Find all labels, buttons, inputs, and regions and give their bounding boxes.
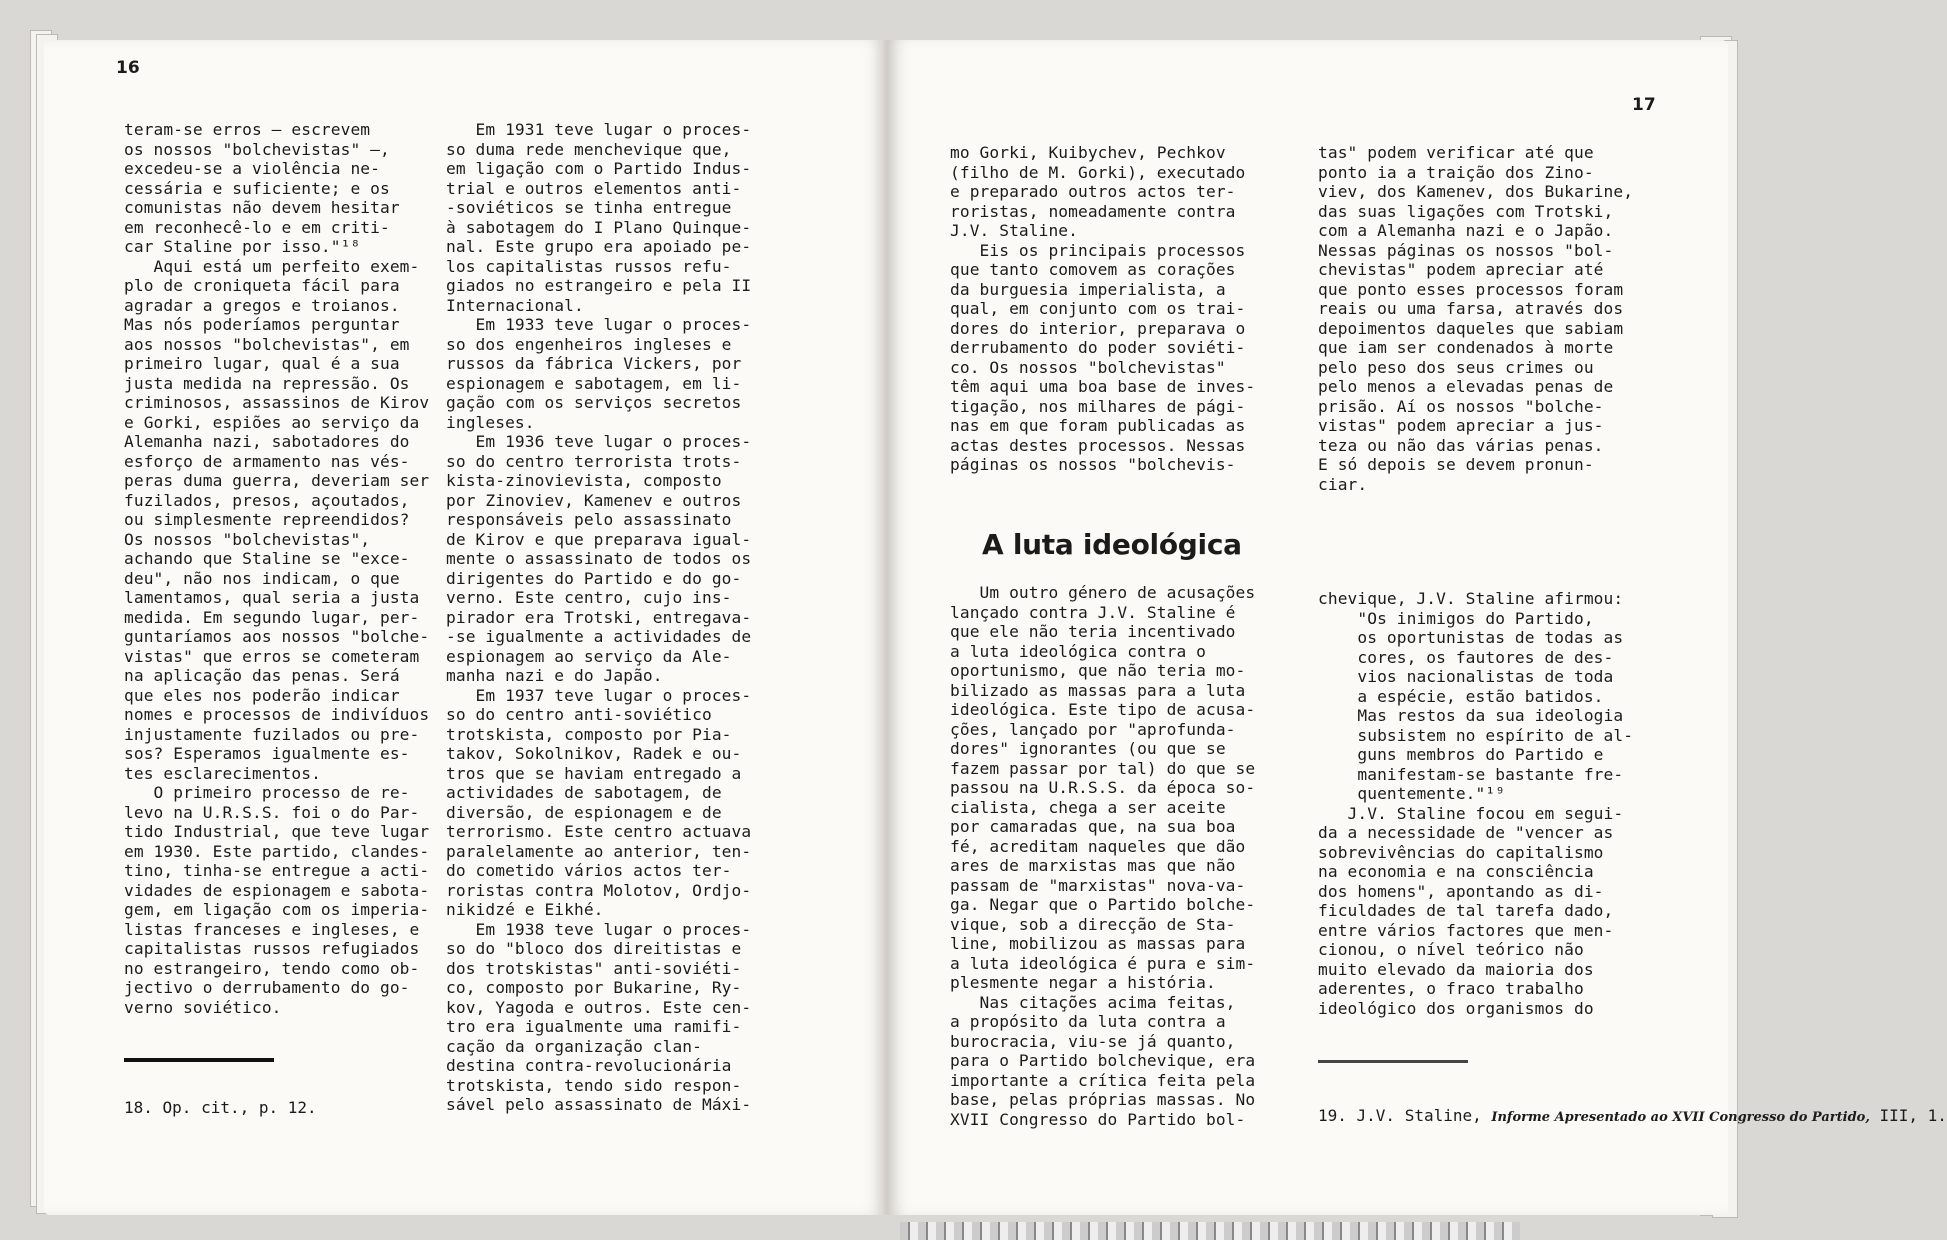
text-line: takov, Sokolnikov, Radek e ou- — [446, 744, 742, 763]
text-line: roristas, nomeadamente contra — [950, 201, 1236, 221]
text-line: excedeu-se a violência ne- — [124, 159, 380, 178]
text-line: da burguesia imperialista, a — [950, 279, 1226, 299]
text-line: Eis os principais processos — [950, 240, 1246, 260]
text-line: importante a crítica feita pela — [950, 1070, 1256, 1090]
left-column-2 — [446, 120, 751, 1115]
text-line: tino, tinha-se entregue a acti- — [124, 861, 430, 880]
scan-ruler — [900, 1222, 1520, 1240]
text-line: J.V. Staline. — [950, 221, 1078, 240]
text-line: plesmente negar a história. — [950, 973, 1216, 992]
text-line: medida. Em segundo lugar, per- — [124, 607, 420, 627]
text-line: teram-se erros — escrevem — [124, 120, 371, 139]
text-line: pirador era Trotski, entregava- — [446, 607, 752, 627]
text-line: vidades de espionagem e sabota- — [124, 880, 430, 900]
text-line: esforço de armamento nas vés- — [124, 451, 410, 471]
text-line: cialista, chega a ser aceite — [950, 797, 1226, 817]
page-number: 17 — [1632, 95, 1656, 115]
text-line: so do "bloco dos direitistas e — [446, 939, 742, 958]
text-line: actas destes processos. Nessas — [950, 435, 1246, 455]
text-line: levo na U.R.S.S. foi o do Par- — [124, 802, 420, 822]
text-line: dos homens", apontando as di- — [1318, 881, 1604, 901]
text-line: subsistem no espírito de al- — [1318, 725, 1634, 745]
text-line: achando que Staline se "exce- — [124, 549, 410, 568]
text-line: ideológica. Este tipo de acusa- — [950, 700, 1256, 719]
text-line: à sabotagem do I Plano Quinque- — [446, 217, 752, 237]
text-line: burocracia, viu-se já quanto, — [950, 1031, 1236, 1051]
text-line: fazem passar por tal) do que se — [950, 758, 1256, 778]
text-line: fuzilados, presos, açoutados, — [124, 490, 410, 510]
text-line: oportunismo, que não teria mo- — [950, 661, 1246, 680]
text-line: vios nacionalistas de toda — [1318, 667, 1614, 686]
text-line: so do centro terrorista trots- — [446, 451, 742, 471]
text-line: mo Gorki, Kuibychev, Pechkov — [950, 143, 1226, 162]
text-line: passam de "marxistas" nova-va- — [950, 875, 1246, 895]
text-line: que iam ser condenados à morte — [1318, 338, 1614, 357]
text-line: teza ou não das várias penas. — [1318, 435, 1604, 455]
text-line: J.V. Staline focou em segui- — [1318, 803, 1624, 823]
text-line: têm aqui uma boa base de inves- — [950, 377, 1256, 396]
text-line: Internacional. — [446, 295, 584, 315]
text-line: páginas os nossos "bolchevis- — [950, 455, 1236, 474]
text-line: tro era igualmente uma ramifi- — [446, 1017, 742, 1036]
text-line: "Os inimigos do Partido, — [1318, 608, 1594, 628]
footnote-19: 19. J.V. Staline, Informe Apresentado ao XVII Congresso do Partido, III, 1. — [1318, 1106, 1947, 1125]
text-line: O primeiro processo de re- — [124, 783, 410, 802]
text-line: aderentes, o fraco trabalho — [1318, 979, 1584, 998]
text-line: giados no estrangeiro e pela II — [446, 276, 752, 295]
text-line: terrorismo. Este centro actuava — [446, 822, 752, 841]
text-line: co, composto por Bukarine, Ry- — [446, 978, 742, 997]
text-line: paralelamente ao anterior, ten- — [446, 841, 752, 861]
text-line: dores do interior, preparava o — [950, 318, 1246, 338]
text-line: reais ou uma farsa, através dos — [1318, 299, 1624, 318]
text-line: Em 1931 teve lugar o proces- — [446, 120, 752, 139]
text-line: guntaríamos aos nossos "bolche- — [124, 627, 430, 646]
text-line: da a necessidade de "vencer as — [1318, 823, 1614, 842]
text-line: a luta ideológica é pura e sim- — [950, 953, 1256, 973]
text-line: Em 1937 teve lugar o proces- — [446, 685, 752, 705]
text-line: verno. Este centro, cujo ins- — [446, 588, 732, 607]
text-line: -se igualmente a actividades de — [446, 627, 752, 646]
text-line: cionou, o nível teórico não — [1318, 940, 1584, 959]
text-line: deu", não nos indicam, o que — [124, 568, 400, 588]
text-line: vistas" que erros se cometeram — [124, 646, 420, 666]
text-line: em 1930. Este partido, clandes- — [124, 841, 430, 861]
text-line: ingleses. — [446, 412, 535, 432]
text-line: bilizado as massas para a luta — [950, 680, 1246, 700]
text-line: Nas citações acima feitas, — [950, 992, 1236, 1012]
text-line: por camaradas que, na sua boa — [950, 817, 1236, 836]
text-line: Mas restos da sua ideologia — [1318, 706, 1624, 725]
text-line: verno soviético. — [124, 997, 282, 1017]
text-line: dos trotskistas" anti-soviéti- — [446, 958, 742, 978]
text-line: so duma rede menchevique que, — [446, 139, 732, 159]
right-column-2-bottom — [1318, 589, 1633, 1018]
text-line: que ponto esses processos foram — [1318, 279, 1624, 299]
text-line: ga. Negar que o Partido bolche- — [950, 895, 1256, 914]
text-line: em ligação com o Partido Indus- — [446, 159, 752, 178]
text-line: nomes e processos de indivíduos — [124, 705, 430, 724]
text-line: base, pelas próprias massas. No — [950, 1090, 1256, 1109]
right-column-1-top — [950, 143, 1255, 475]
text-line: espionagem ao serviço da Ale- — [446, 646, 732, 666]
text-line: listas franceses e ingleses, e — [124, 919, 420, 939]
text-line: ficuldades de tal tarefa dado, — [1318, 901, 1614, 920]
text-line: a luta ideológica contra o — [950, 641, 1206, 661]
text-line: chevistas" podem apreciar até — [1318, 260, 1604, 279]
footnote-rule — [1318, 1060, 1468, 1063]
text-line: trial e outros elementos anti- — [446, 178, 742, 198]
text-line: os oportunistas de todas as — [1318, 628, 1624, 647]
text-line: comunistas não devem hesitar — [124, 198, 400, 217]
text-line: sável pelo assassinato de Máxi- — [446, 1095, 752, 1114]
text-line: ções, lançado por "aprofunda- — [950, 719, 1236, 739]
text-line: das suas ligações com Trotski, — [1318, 201, 1614, 221]
text-line: line, mobilizou as massas para — [950, 934, 1246, 953]
text-line: Em 1936 teve lugar o proces- — [446, 432, 752, 451]
text-line: russos da fábrica Vickers, por — [446, 354, 742, 373]
text-line: sos? Esperamos igualmente es- — [124, 744, 410, 763]
text-line: para o Partido bolchevique, era — [950, 1051, 1256, 1070]
text-line: com a Alemanha nazi e o Japão. — [1318, 221, 1614, 240]
text-line: trotskista, composto por Pia- — [446, 724, 732, 744]
text-line: los capitalistas russos refu- — [446, 256, 732, 276]
text-line: a espécie, estão batidos. — [1318, 686, 1604, 706]
section-heading: A luta ideológica — [982, 528, 1242, 561]
text-line: car Staline por isso."¹⁸ — [124, 237, 361, 256]
text-line: espionagem e sabotagem, em li- — [446, 373, 742, 393]
left-column-1 — [124, 120, 429, 1017]
text-line: (filho de M. Gorki), executado — [950, 162, 1246, 182]
text-line: Em 1938 teve lugar o proces- — [446, 919, 752, 939]
text-line: quentemente."¹⁹ — [1318, 784, 1506, 803]
text-line: chevique, J.V. Staline afirmou: — [1318, 589, 1624, 608]
text-line: tigação, nos milhares de pági- — [950, 396, 1246, 416]
text-line: Alemanha nazi, sabotadores do — [124, 432, 410, 451]
text-line: dores" ignorantes (ou que se — [950, 739, 1226, 758]
footnote-18: 18. Op. cit., p. 12. — [124, 1098, 317, 1117]
text-line: responsáveis pelo assassinato — [446, 510, 732, 529]
text-line: capitalistas russos refugiados — [124, 939, 420, 958]
text-line: ou simplesmente repreendidos? — [124, 510, 410, 529]
text-line: agradar a gregos e troianos. — [124, 295, 400, 315]
text-line: de Kirov e que preparava igual- — [446, 529, 752, 549]
text-line: justa medida na repressão. Os — [124, 373, 410, 393]
text-line: viev, dos Kamenev, dos Bukarine, — [1318, 182, 1634, 201]
text-line: cação da organização clan- — [446, 1036, 702, 1056]
page-number: 16 — [116, 58, 140, 78]
text-line: criminosos, assassinos de Kirov — [124, 393, 430, 412]
text-line: e preparado outros actos ter- — [950, 182, 1236, 201]
text-line: ares de marxistas mas que não — [950, 856, 1236, 875]
text-line: passou na U.R.S.S. da época so- — [950, 778, 1256, 797]
text-line: Aqui está um perfeito exem- — [124, 256, 420, 276]
text-line: ciar. — [1318, 474, 1368, 494]
text-line: que eles nos poderão indicar — [124, 685, 400, 705]
text-line: kov, Yagoda e outros. Este cen- — [446, 997, 752, 1017]
text-line: cores, os fautores de des- — [1318, 647, 1614, 667]
text-line: E só depois se devem pronun- — [1318, 455, 1594, 474]
text-line: destina contra-revolucionária — [446, 1056, 732, 1075]
text-line: -soviéticos se tinha entregue — [446, 198, 732, 217]
text-line: roristas contra Molotov, Ordjo- — [446, 880, 752, 900]
text-line: aos nossos "bolchevistas", em — [124, 334, 410, 354]
text-line: que ele não teria incentivado — [950, 622, 1236, 641]
text-line: sobrevivências do capitalismo — [1318, 842, 1604, 862]
text-line: guns membros do Partido e — [1318, 745, 1604, 764]
text-line: kista-zinovievista, composto — [446, 471, 722, 490]
text-line: tros que se haviam entregado a — [446, 763, 742, 783]
text-line: Mas nós poderíamos perguntar — [124, 315, 400, 334]
text-line: do cometido vários actos ter- — [446, 861, 732, 880]
text-line: gação com os serviços secretos — [446, 393, 742, 412]
text-line: qual, em conjunto com os trai- — [950, 299, 1246, 318]
text-line: tes esclarecimentos. — [124, 763, 321, 783]
text-line: lamentamos, qual seria a justa — [124, 588, 420, 607]
text-line: vistas" podem apreciar a jus- — [1318, 416, 1604, 435]
text-line: derrubamento do poder soviéti- — [950, 338, 1246, 357]
text-line: vique, sob a direcção de Sta- — [950, 914, 1236, 934]
text-line: gem, em ligação com os imperia- — [124, 900, 430, 919]
right-column-1-bottom — [950, 583, 1255, 1129]
right-page — [888, 40, 1947, 1215]
text-line: nas em que foram publicadas as — [950, 416, 1246, 435]
text-line: manifestam-se bastante fre- — [1318, 764, 1624, 784]
text-line: a propósito da luta contra a — [950, 1012, 1226, 1031]
right-column-2-top — [1318, 143, 1633, 494]
text-line: que tanto comovem as corações — [950, 260, 1236, 279]
text-line: por Zinoviev, Kamenev e outros — [446, 490, 742, 510]
text-line: injustamente fuzilados ou pre- — [124, 724, 420, 744]
text-line: depoimentos daqueles que sabiam — [1318, 318, 1624, 338]
text-line: na economia e na consciência — [1318, 862, 1594, 881]
text-line: Nessas páginas os nossos "bol- — [1318, 240, 1614, 260]
text-line: co. Os nossos "bolchevistas" — [950, 357, 1226, 377]
text-line: Em 1933 teve lugar o proces- — [446, 315, 752, 334]
text-line: jectivo o derrubamento do go- — [124, 978, 410, 997]
text-line: ideológico dos organismos do — [1318, 998, 1594, 1018]
text-line: XVII Congresso do Partido bol- — [950, 1109, 1246, 1129]
text-line: mente o assassinato de todos os — [446, 549, 752, 568]
text-line: os nossos "bolchevistas" —, — [124, 139, 390, 159]
text-line: ponto ia a traição dos Zino- — [1318, 162, 1594, 182]
text-line: actividades de sabotagem, de — [446, 783, 722, 802]
text-line: manha nazi e do Japão. — [446, 666, 663, 685]
text-line: prisão. Aí os nossos "bolche- — [1318, 396, 1604, 416]
text-line: muito elevado da maioria dos — [1318, 959, 1594, 979]
text-line: tido Industrial, que teve lugar — [124, 822, 430, 841]
text-line: diversão, de espionagem e de — [446, 802, 722, 822]
text-line: fé, acreditam naqueles que dão — [950, 836, 1246, 856]
text-line: e Gorki, espiões ao serviço da — [124, 412, 420, 432]
text-line: plo de croniqueta fácil para — [124, 276, 400, 295]
footnote-rule — [124, 1058, 274, 1062]
text-line: no estrangeiro, tendo como ob- — [124, 958, 420, 978]
text-line: so do centro anti-soviético — [446, 705, 712, 724]
text-line: tas" podem verificar até que — [1318, 143, 1594, 162]
text-line: lançado contra J.V. Staline é — [950, 602, 1236, 622]
text-line: entre vários factores que men- — [1318, 920, 1614, 940]
text-line: na aplicação das penas. Será — [124, 666, 400, 685]
text-line: peras duma guerra, deveriam ser — [124, 471, 430, 490]
text-line: trotskista, tendo sido respon- — [446, 1075, 742, 1095]
text-line: primeiro lugar, qual é a sua — [124, 354, 400, 373]
text-line: Os nossos "bolchevistas", — [124, 529, 371, 549]
text-line: pelo menos a elevadas penas de — [1318, 377, 1614, 396]
text-line: pelo peso dos seus crimes ou — [1318, 357, 1594, 377]
text-line: nikidzé e Eikhé. — [446, 900, 604, 919]
text-line: em reconhecê-lo e em criti- — [124, 217, 390, 237]
text-line: dirigentes do Partido e do go- — [446, 568, 742, 588]
text-line: cessária e suficiente; e os — [124, 178, 390, 198]
left-page — [44, 40, 886, 1215]
text-line: Um outro género de acusações — [950, 583, 1256, 602]
text-line: nal. Este grupo era apoiado pe- — [446, 237, 752, 256]
text-line: so dos engenheiros ingleses e — [446, 334, 732, 354]
